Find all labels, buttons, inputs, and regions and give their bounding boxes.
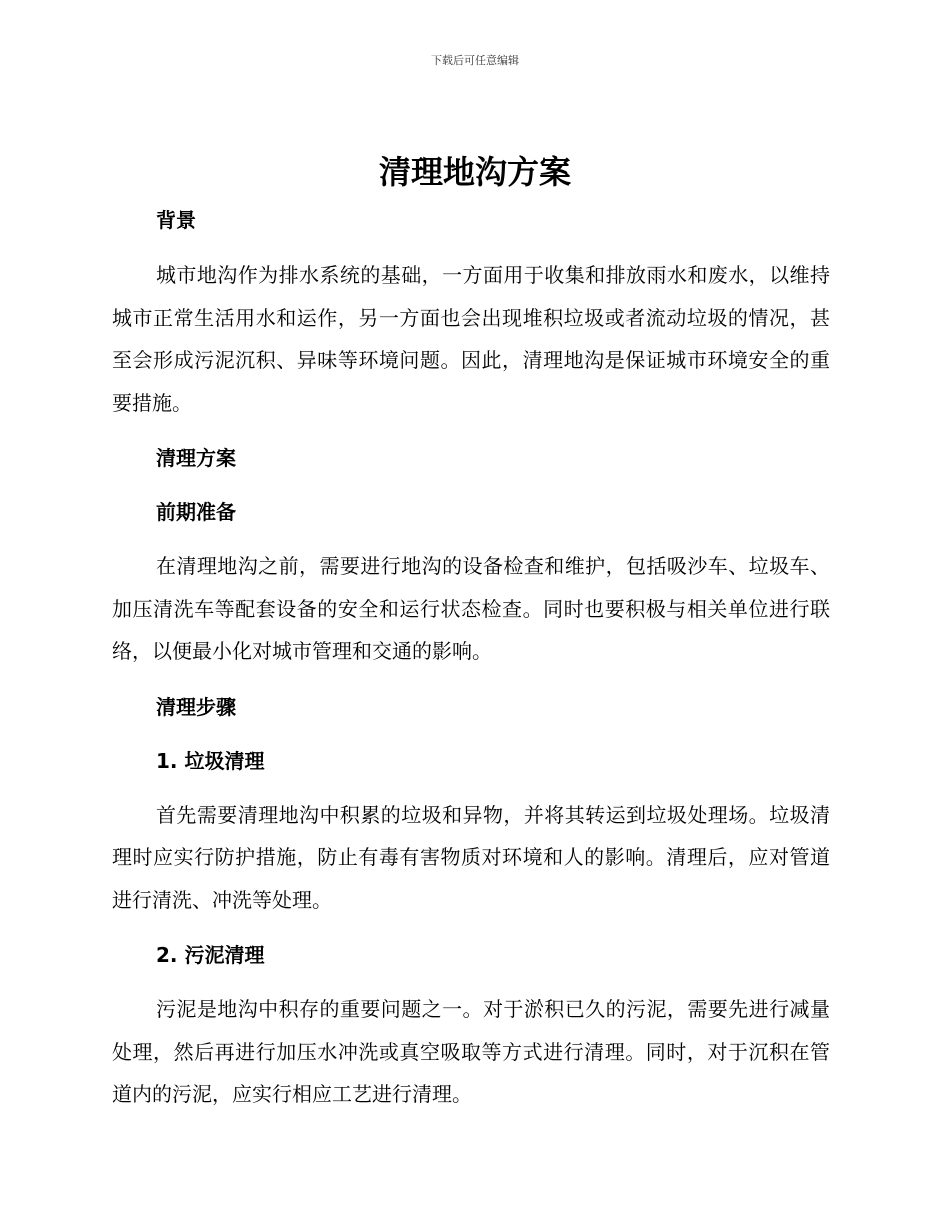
document-body xyxy=(112,200,830,1116)
paragraph-preparation: 在清理地沟之前，需要进行地沟的设备检查和维护，包括吸沙车、垃圾车、加压清洗车等配套设备的安全和运行状态检查。同时也要积极与相关单位进行联络，以便最小化对城市管理和交通的影响。 xyxy=(112,554,830,663)
heading-cleaning-steps: 清理步骤 xyxy=(156,694,236,719)
paragraph-background: 城市地沟作为排水系统的基础，一方面用于收集和排放雨水和废水，以维持城市正常生活用水和运作，另一方面也会出现堆积垃圾或者流动垃圾的情况，甚至会形成污泥沉积、异味等环境问题。因此，清理地沟是保证城市环境安全的重要措施。 xyxy=(112,263,830,415)
document-title: 清理地沟方案 xyxy=(378,153,571,191)
paragraph-step-1: 首先需要清理地沟中积累的垃圾和异物，并将其转运到垃圾处理场。垃圾清理时应实行防护措施，防止有毒有害物质对环境和人的影响。清理后，应对管道进行清洗、冲洗等处理。 xyxy=(112,802,830,912)
heading-preparation: 前期准备 xyxy=(156,500,236,524)
heading-cleaning-plan: 清理方案 xyxy=(156,446,236,470)
heading-step-2: 2. 污泥清理 xyxy=(156,943,265,967)
header-note: 下载后可任意编辑 xyxy=(431,54,519,67)
paragraph-step-2: 污泥是地沟中积存的重要问题之一。对于淤积已久的污泥，需要先进行减量处理，然后再进行加压水冲洗或真空吸取等方式进行清理。同时，对于沉积在管道内的污泥，应实行相应工艺进行清理。 xyxy=(112,997,830,1106)
heading-background: 背景 xyxy=(156,208,196,232)
heading-step-1: 1. 垃圾清理 xyxy=(156,748,265,773)
